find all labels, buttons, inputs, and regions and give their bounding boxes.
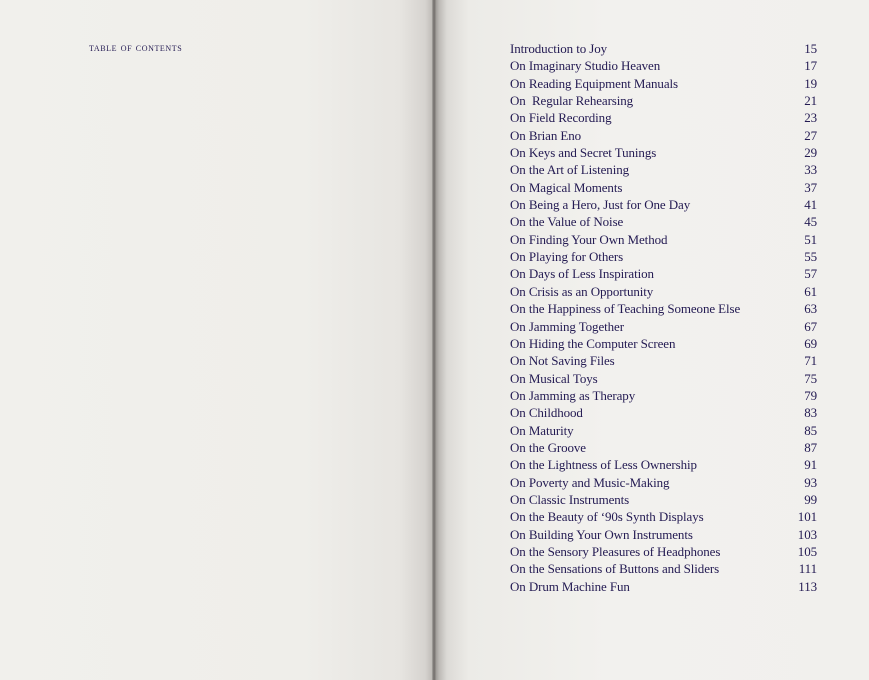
toc-entry-title: On the Happiness of Teaching Someone Else: [510, 301, 741, 317]
toc-entry-title: On Jamming Together: [510, 318, 624, 334]
toc-entry: [510, 370, 817, 387]
toc-entry-title: On the Beauty of ‘90s Synth Displays: [510, 509, 704, 525]
toc-entry-title: On Musical Toys: [510, 370, 598, 386]
toc-entry-page-number: 61: [804, 283, 817, 299]
toc-entry: [510, 422, 817, 439]
toc-entry-page-number: 101: [797, 509, 817, 525]
toc-entry-title: On Regular Rehearsing: [510, 93, 634, 109]
toc-entry-page-number: 93: [804, 474, 817, 490]
toc-entry: [510, 526, 817, 543]
toc-entry-page-number: 37: [804, 179, 817, 195]
toc-entry-page-number: 103: [797, 526, 817, 542]
toc-entry: [510, 248, 817, 265]
toc-entry: [510, 40, 817, 57]
toc-entry: [510, 318, 817, 335]
toc-entry-page-number: 21: [804, 93, 817, 109]
toc-entry: [510, 144, 817, 161]
toc-entry-page-number: 27: [804, 127, 817, 143]
left-page: [0, 0, 434, 680]
toc-entry-title: On Brian Eno: [510, 127, 582, 143]
toc-heading: table of contents: [89, 40, 183, 54]
toc-entry: [510, 543, 817, 560]
book-gutter: [432, 0, 436, 680]
toc-entry: [510, 491, 817, 508]
toc-entry-title: On Days of Less Inspiration: [510, 266, 654, 282]
toc-entry-page-number: 99: [804, 491, 817, 507]
toc-entry: [510, 578, 817, 595]
toc-entry-page-number: 29: [804, 145, 817, 161]
toc-entry-page-number: 55: [804, 249, 817, 265]
toc-entry-title: On the Lightness of Less Ownership: [510, 457, 697, 473]
toc-entry-page-number: 87: [804, 439, 817, 455]
toc-list: [510, 40, 817, 595]
toc-entry-page-number: 105: [797, 543, 817, 559]
toc-entry-page-number: 63: [804, 301, 817, 317]
toc-entry-title: On Poverty and Music-Making: [510, 474, 670, 490]
toc-entry: [510, 474, 817, 491]
toc-entry-title: On Reading Equipment Manuals: [510, 75, 678, 91]
toc-entry-title: Introduction to Joy: [510, 41, 608, 56]
toc-entry-page-number: 85: [804, 422, 817, 438]
toc-entry-title: On Classic Instruments: [510, 491, 630, 507]
toc-entry: [510, 456, 817, 473]
toc-entry-title: On the Sensory Pleasures of Headphones: [510, 543, 721, 559]
toc-entry-title: On Childhood: [510, 405, 583, 421]
toc-entry-title: On the Groove: [510, 439, 586, 455]
toc-entry-title: On Finding Your Own Method: [510, 231, 668, 247]
toc-entry: [510, 161, 817, 178]
toc-entry-page-number: 79: [804, 387, 817, 403]
toc-entry-page-number: 33: [804, 162, 817, 178]
toc-entry-page-number: 51: [804, 231, 817, 247]
toc-entry-title: On Playing for Others: [510, 249, 624, 265]
toc-entry-page-number: 57: [804, 266, 817, 282]
toc-entry: [510, 231, 817, 248]
toc-entry-title: On Imaginary Studio Heaven: [510, 58, 661, 74]
toc-entry: [510, 196, 817, 213]
toc-entry-page-number: 113: [798, 578, 817, 594]
toc-entry: [510, 283, 817, 300]
toc-entry-title: On Not Saving Files: [510, 353, 615, 369]
toc-entry: [510, 387, 817, 404]
toc-entry-page-number: 23: [804, 110, 817, 126]
toc-entry-page-number: 69: [804, 335, 817, 351]
toc-entry-page-number: 17: [804, 58, 817, 74]
toc-entry-page-number: 19: [804, 75, 817, 91]
toc-entry: [510, 300, 817, 317]
toc-entry: [510, 404, 817, 421]
toc-entry-page-number: 91: [804, 457, 817, 473]
toc-entry-title: On Drum Machine Fun: [510, 578, 630, 594]
toc-entry-title: On the Art of Listening: [510, 162, 630, 178]
toc-entry-page-number: 71: [804, 353, 817, 369]
toc-entry: [510, 92, 817, 109]
toc-entry: [510, 75, 817, 92]
toc-entry: [510, 179, 817, 196]
toc-entry-title: On the Value of Noise: [510, 214, 624, 230]
toc-entry: [510, 335, 817, 352]
toc-entry-title: On Crisis as an Opportunity: [510, 283, 654, 299]
toc-entry-title: On Being a Hero, Just for One Day: [510, 197, 691, 213]
toc-entry-title: On Field Recording: [510, 110, 612, 126]
toc-entry: [510, 57, 817, 74]
toc-entry: [510, 127, 817, 144]
toc-entry-title: On Building Your Own Instruments: [510, 526, 693, 542]
toc-entry: [510, 439, 817, 456]
toc-entry-page-number: 83: [804, 405, 817, 421]
toc-entry-title: On Jamming as Therapy: [510, 387, 636, 403]
toc-entry-page-number: 75: [804, 370, 817, 386]
toc-entry: [510, 213, 817, 230]
toc-entry-page-number: 41: [804, 197, 817, 213]
toc-entry-page-number: 67: [804, 318, 817, 334]
toc-entry-title: On Keys and Secret Tunings: [510, 145, 657, 161]
toc-entry-page-number: 111: [798, 561, 817, 577]
toc-entry: [510, 560, 817, 577]
toc-entry-title: On Maturity: [510, 422, 574, 438]
toc-entry-title: On the Sensations of Buttons and Sliders: [510, 561, 720, 577]
toc-entry: [510, 109, 817, 126]
toc-entry-page-number: 45: [804, 214, 817, 230]
toc-entry-title: On Magical Moments: [510, 179, 623, 195]
toc-entry-title: On Hiding the Computer Screen: [510, 335, 676, 351]
toc-entry: [510, 352, 817, 369]
toc-entry: [510, 265, 817, 282]
toc-entry: [510, 508, 817, 525]
toc-entry-page-number: 15: [804, 41, 817, 56]
